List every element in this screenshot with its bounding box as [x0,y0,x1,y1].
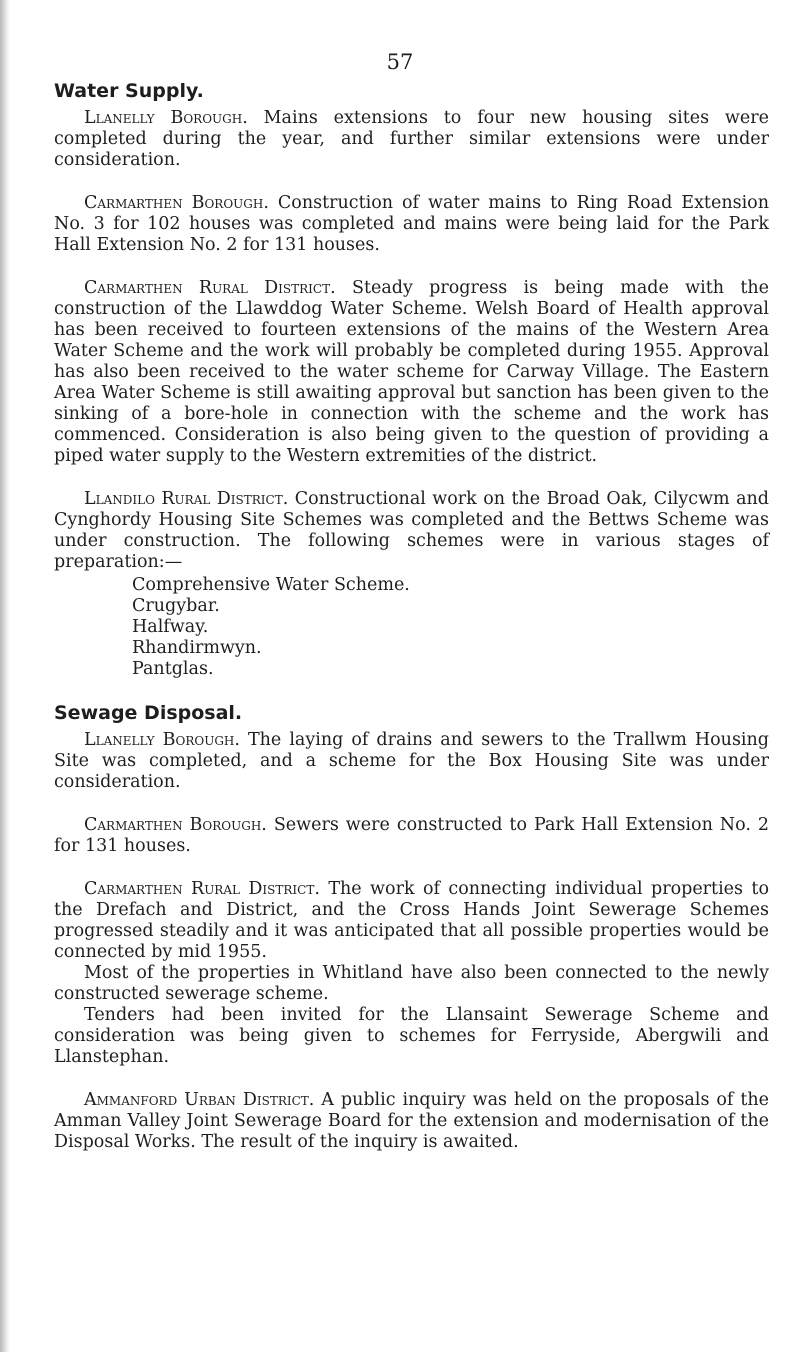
paragraph-llansaint-sewage: Tenders had been invited for the Llansaint Sewerage Scheme and consideration was being given to schemes for Ferryside, Abergwili and Llanstephan. [54,1005,769,1067]
paragraph-text: The work of connecting individual properties to the Drefach and District, and the Cross Hands Joint Sewerage Schemes progressed steadily and it was anticipated that all possible properties would be connected by mid 1955. [54,879,770,962]
paragraph-whitland-sewage: Most of the properties in Whitland have also been connected to the newly constructed sewerage scheme. [54,963,769,1004]
paragraph-text: Steady progress is being made with the construction of the Llawddog Water Scheme. Welsh Board of Health approval has been received to fourteen extensions of the mains of the Western Area Water Scheme and the work will probably be completed during 1955. Approval has also been received to the water scheme for Carway Village. The Eastern Area Water Scheme is still awaiting approval but sanction has been given to the sinking of a bore-hole in connection with the scheme and the work has commenced. Consideration is also being given to the question of providing a piped water supply to the Western extremities of the district. [54,278,770,466]
paragraph-text: Mains extensions to four new housing sites were completed during the year, and further similar extensions were under consideration. [54,108,769,170]
section-heading-sewage-disposal: Sewage Disposal. [54,702,243,724]
section-heading-water-supply: Water Supply. [54,80,204,102]
district-name: Carmarthen Borough. [84,815,267,835]
page-number: 57 [386,50,414,74]
paragraph-text: A public inquiry was held on the proposals of the Amman Valley Joint Sewerage Board for the extension and modernisation of the Disposal Works. The result of the inquiry is awaited. [54,1090,769,1152]
paragraph-llanelly-sewage [54,730,769,793]
paragraph-carmarthen-rural-sewage [54,879,769,963]
list-item: Rhandirmwyn. [132,638,262,658]
schemes-list [132,575,769,680]
district-name: Carmarthen Borough. [84,193,269,213]
district-name: Llanelly Borough. [84,730,240,750]
document-body [54,80,769,1175]
district-name: Llanelly Borough. [84,108,248,128]
list-item: Comprehensive Water Scheme. [132,575,410,595]
district-name: Carmarthen Rural District. [84,879,320,899]
paragraph-text: Sewers were constructed to Park Hall Extension No. 2 for 131 houses. [54,815,769,856]
paragraph-carmarthen-borough-sewage [54,815,769,857]
paragraph-text: The laying of drains and sewers to the Trallwm Housing Site was completed, and a scheme for the Box Housing Site was under consideration. [54,730,769,792]
district-name: Ammanford Urban District. [84,1090,315,1110]
paragraph-carmarthen-borough-water [54,193,769,256]
paragraph-ammanford-sewage [54,1090,769,1153]
paragraph-carmarthen-rural-water [54,278,769,467]
list-item: Pantglas. [132,659,214,679]
paragraph-llanelly-water [54,108,769,171]
page-edge-shadow [0,0,10,1352]
paragraph-llandilo-water [54,489,769,573]
list-item: Crugybar. [132,596,220,616]
paragraph-text: Constructional work on the Broad Oak, Cilycwm and Cynghordy Housing Site Schemes was completed and the Bettws Scheme was under construction. The following schemes were in various stages of preparation:— [54,489,769,572]
paragraph-text: Construction of water mains to Ring Road Extension No. 3 for 102 houses was completed and mains were being laid for the Park Hall Extension No. 2 for 131 houses. [54,193,769,255]
district-name: Carmarthen Rural District. [84,278,336,298]
list-item: Halfway. [132,617,209,637]
district-name: Llandilo Rural District. [84,489,289,509]
